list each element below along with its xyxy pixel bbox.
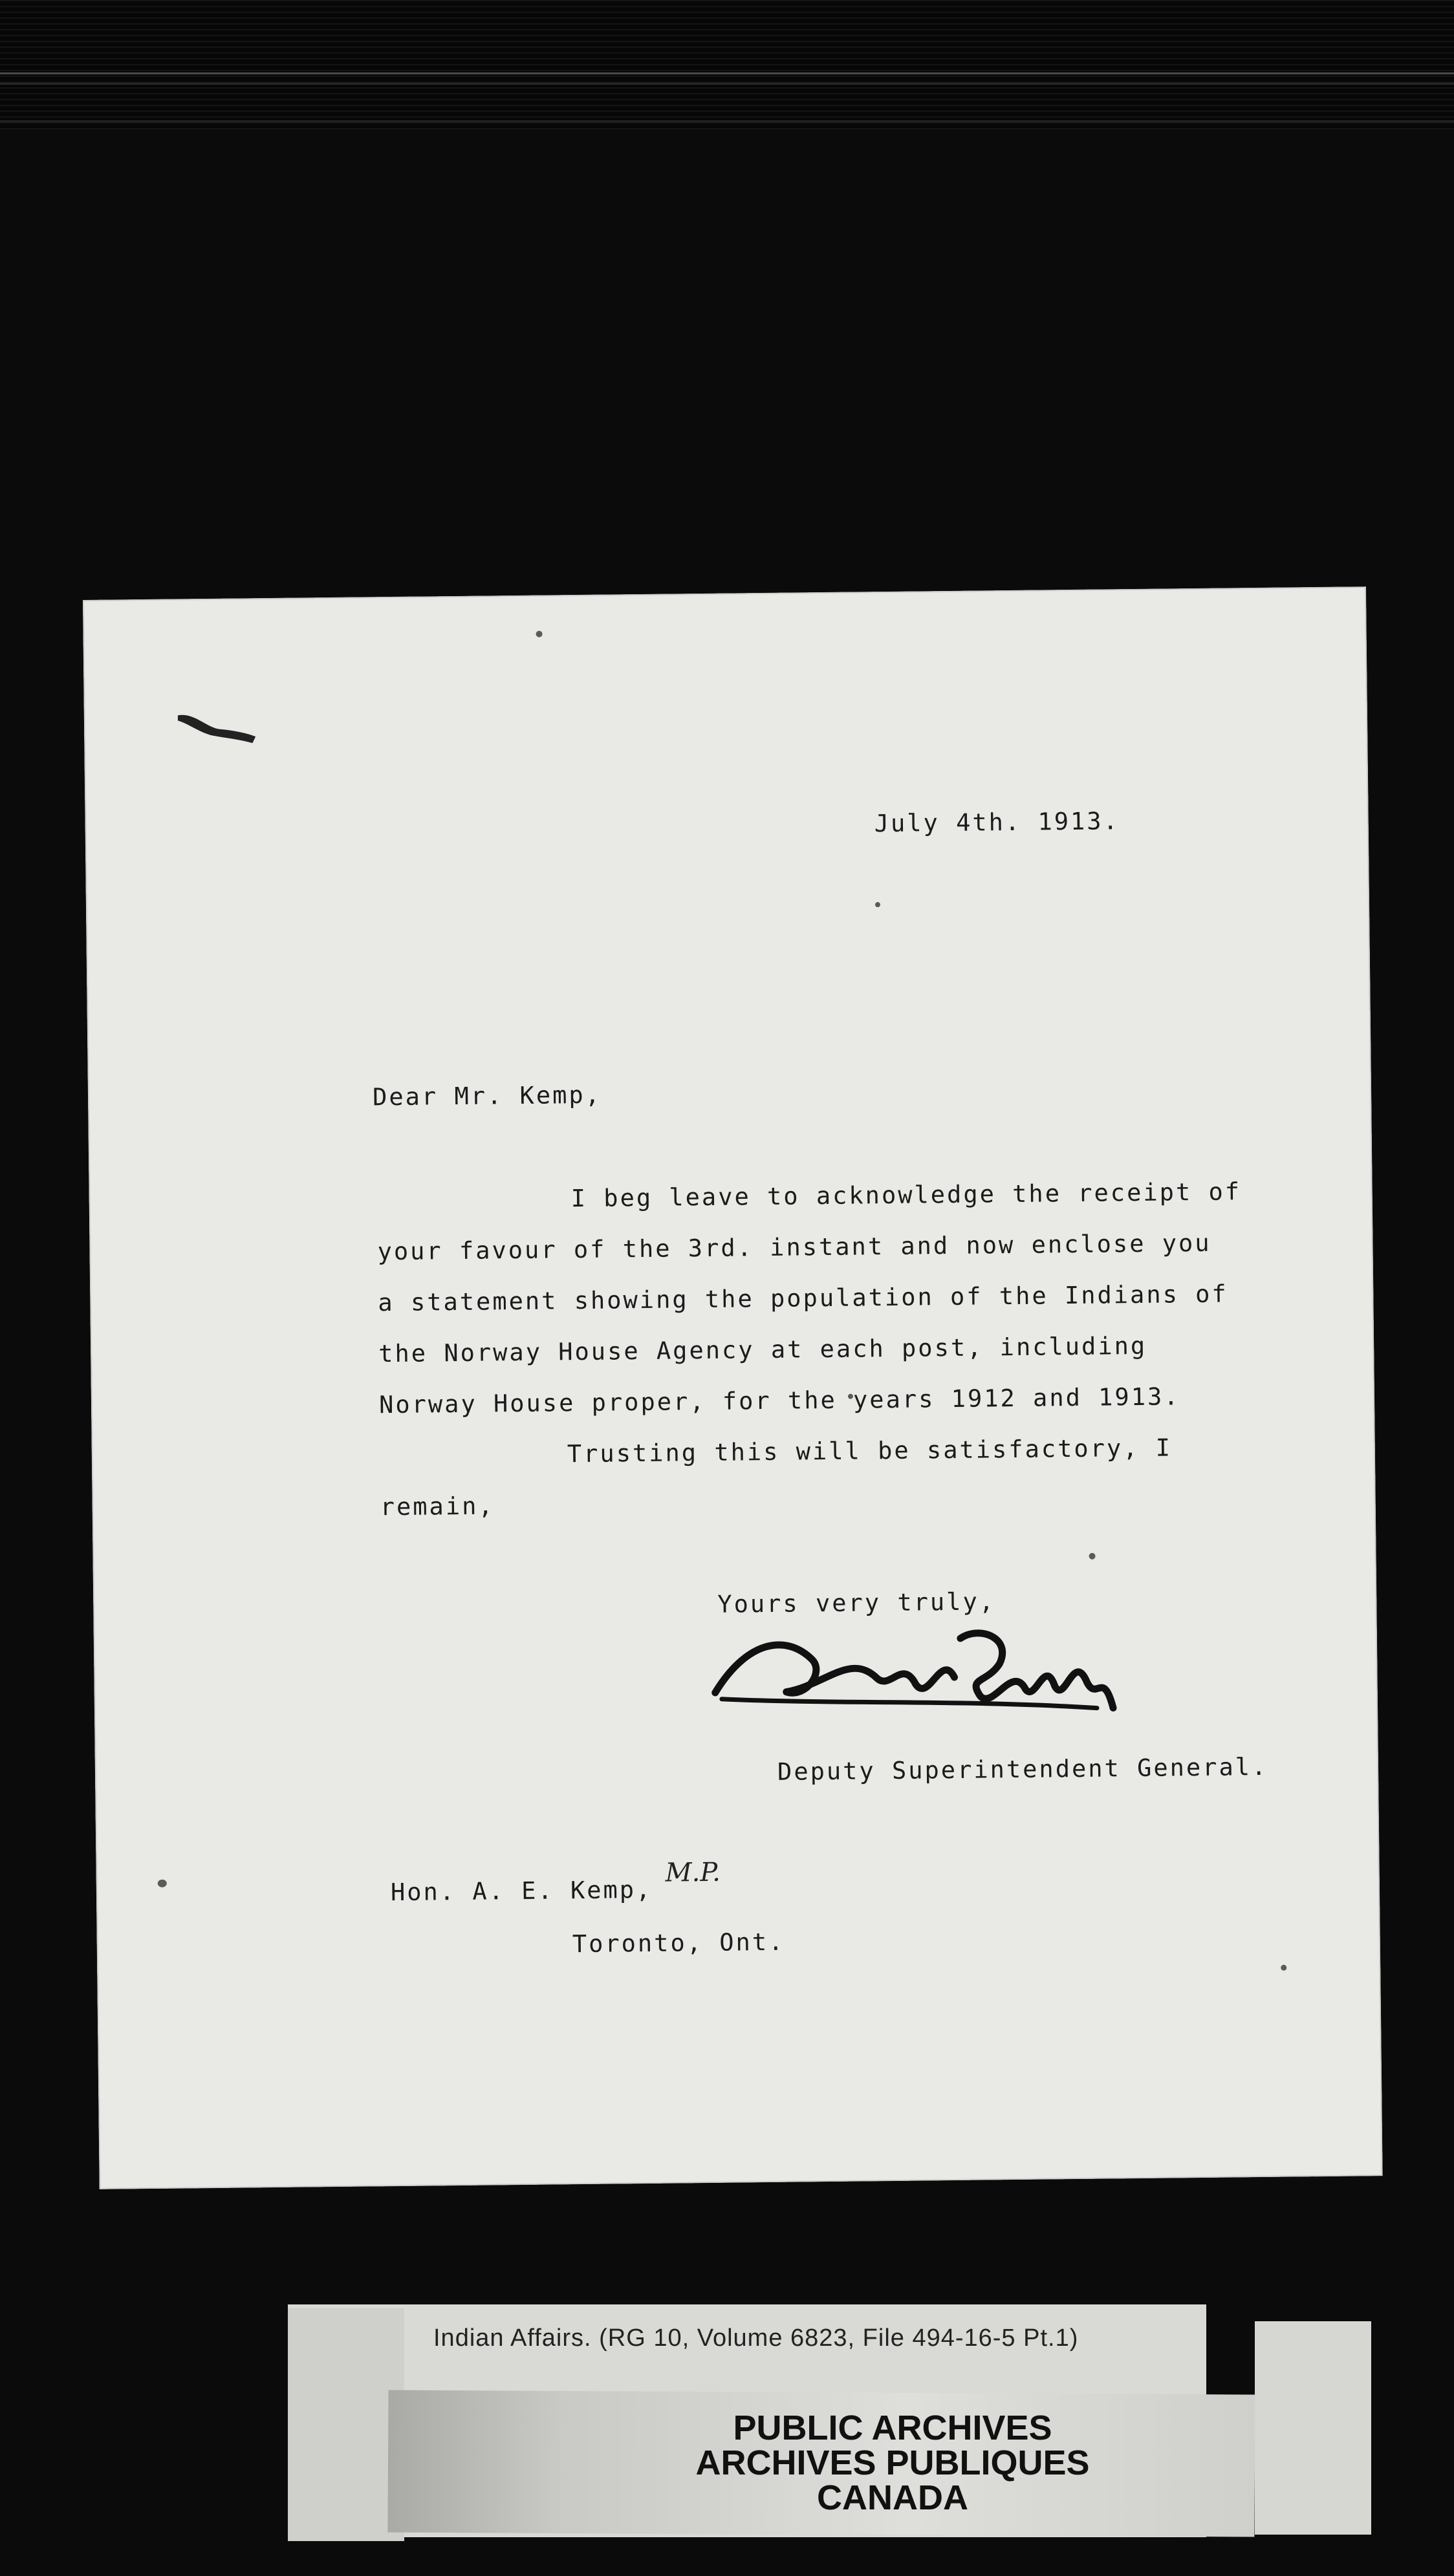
body-line: I beg leave to acknowledge the receipt of — [570, 1177, 1242, 1213]
body-line: the Norway House Agency at each post, including — [378, 1331, 1147, 1368]
salutation: Dear Mr. Kemp, — [372, 1080, 602, 1111]
archive-reference: Indian Affairs. (RG 10, Volume 6823, File 494-16-5 Pt.1) — [433, 2324, 1079, 2352]
letter-date: July 4th. 1913. — [874, 807, 1120, 838]
body-line: remain, — [380, 1492, 495, 1521]
film-streak — [0, 120, 1454, 122]
addressee-name: Hon. A. E. Kemp, — [390, 1875, 653, 1907]
film-streak — [0, 83, 1454, 85]
archive-stamp-line: CANADA — [817, 2478, 968, 2517]
film-streak — [0, 72, 1454, 74]
speck — [875, 902, 880, 907]
archive-label-tab — [288, 2308, 404, 2541]
speck — [1089, 1553, 1096, 1560]
speck — [536, 631, 543, 638]
ink-blot — [175, 708, 259, 747]
speck — [1281, 1965, 1286, 1971]
body-line: Norway House proper, for the years 1912 and 1913. — [378, 1382, 1180, 1419]
archive-stamp-line: ARCHIVES PUBLIQUES — [695, 2443, 1090, 2482]
film-edge — [0, 0, 1454, 129]
closing: Yours very truly, — [717, 1587, 996, 1618]
speck — [158, 1880, 167, 1887]
body-line: your favour of the 3rd. instant and now enclose you — [377, 1229, 1211, 1266]
handwritten-signature — [708, 1611, 1123, 1732]
archive-label-tab — [1255, 2321, 1371, 2535]
archive-stamp-line: PUBLIC ARCHIVES — [733, 2409, 1052, 2447]
addressee-handwritten-note: M.P. — [665, 1857, 721, 1888]
body-line: Trusting this will be satisfactory, I — [567, 1433, 1173, 1468]
addressee-location: Toronto, Ont. — [572, 1927, 785, 1959]
signatory-title: Deputy Superintendent General. — [777, 1752, 1268, 1786]
body-line: a statement showing the population of the Indians of — [378, 1280, 1228, 1317]
letter-page — [83, 586, 1383, 2189]
